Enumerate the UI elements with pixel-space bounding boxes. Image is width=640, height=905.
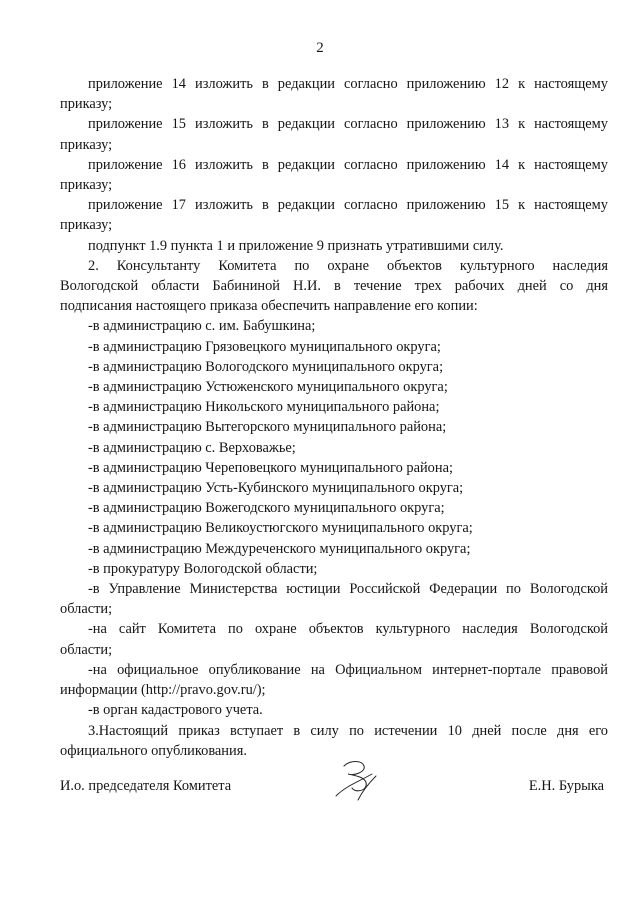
distribution-item: -в администрацию с. Верховажье;	[88, 439, 296, 456]
text-line: приказу;	[60, 177, 113, 194]
distribution-item: -в администрацию Череповецкого муниципального района;	[88, 459, 453, 476]
text-line: приложение 15 изложить в редакции согласно приложению 13 к настоящему	[88, 116, 608, 133]
signature-block	[60, 756, 608, 836]
signatory-name: Е.Н. Бурыка	[528, 778, 604, 794]
text-line: области;	[60, 601, 113, 618]
signatory-title: И.о. председателя Комитета	[60, 778, 232, 794]
text-line: информации (http://pravo.gov.ru/);	[60, 682, 266, 699]
text-line: приложение 16 изложить в редакции согласно приложению 14 к настоящему	[88, 156, 608, 173]
distribution-item: -в администрацию Вожегодского муниципального округа;	[88, 500, 445, 517]
text-line: подпункт 1.9 пункта 1 и приложение 9 признать утратившими силу.	[88, 237, 504, 254]
text-line: официального опубликования.	[60, 742, 247, 759]
text-line: приложение 14 изложить в редакции согласно приложению 12 к настоящему	[88, 76, 608, 92]
handwritten-signature	[328, 756, 388, 810]
text-line: области;	[60, 641, 113, 658]
distribution-item: -в орган кадастрового учета.	[88, 702, 263, 719]
text-line: 2. Консультанту Комитета по охране объектов культурного наследия	[88, 257, 608, 274]
distribution-item: -в администрацию Вытегорского муниципального района;	[88, 419, 447, 436]
text-line: приложение 17 изложить в редакции согласно приложению 15 к настоящему	[88, 197, 608, 214]
text-line: Вологодской области Бабининой Н.И. в течение трех рабочих дней со дня	[60, 278, 608, 295]
distribution-item: -в администрацию Усть-Кубинского муниципального округа;	[88, 480, 464, 497]
text-line: подписания настоящего приказа обеспечить направление его копии:	[60, 298, 478, 315]
distribution-item: -в администрацию Устюженского муниципального округа;	[88, 379, 448, 396]
distribution-item: -в администрацию Грязовецкого муниципального округа;	[88, 338, 441, 355]
text-line: 3.Настоящий приказ вступает в силу по истечении 10 дней после дня его	[88, 722, 608, 739]
text-line: приказу;	[60, 96, 113, 113]
text-line: приказу;	[60, 136, 113, 153]
distribution-item: -на сайт Комитета по охране объектов культурного наследия Вологодской	[88, 621, 608, 638]
distribution-item: -в администрацию Вологодского муниципального округа;	[88, 358, 444, 375]
distribution-item: -в администрацию Великоустюгского муниципального округа;	[88, 520, 473, 537]
distribution-item: -в прокуратуру Вологодской области;	[88, 560, 318, 577]
text-line: приказу;	[60, 217, 113, 234]
distribution-item: -на официальное опубликование на Официальном интернет-портале правовой	[88, 661, 608, 678]
page-number: 2	[316, 40, 324, 56]
distribution-item: -в администрацию Никольского муниципального района;	[88, 399, 440, 416]
distribution-item: -в администрацию Междуреченского муниципального округа;	[88, 540, 471, 557]
distribution-item: -в Управление Министерства юстиции Российской Федерации по Вологодской	[88, 581, 608, 598]
document-body	[60, 74, 608, 761]
distribution-item: -в администрацию с. им. Бабушкина;	[88, 318, 316, 335]
